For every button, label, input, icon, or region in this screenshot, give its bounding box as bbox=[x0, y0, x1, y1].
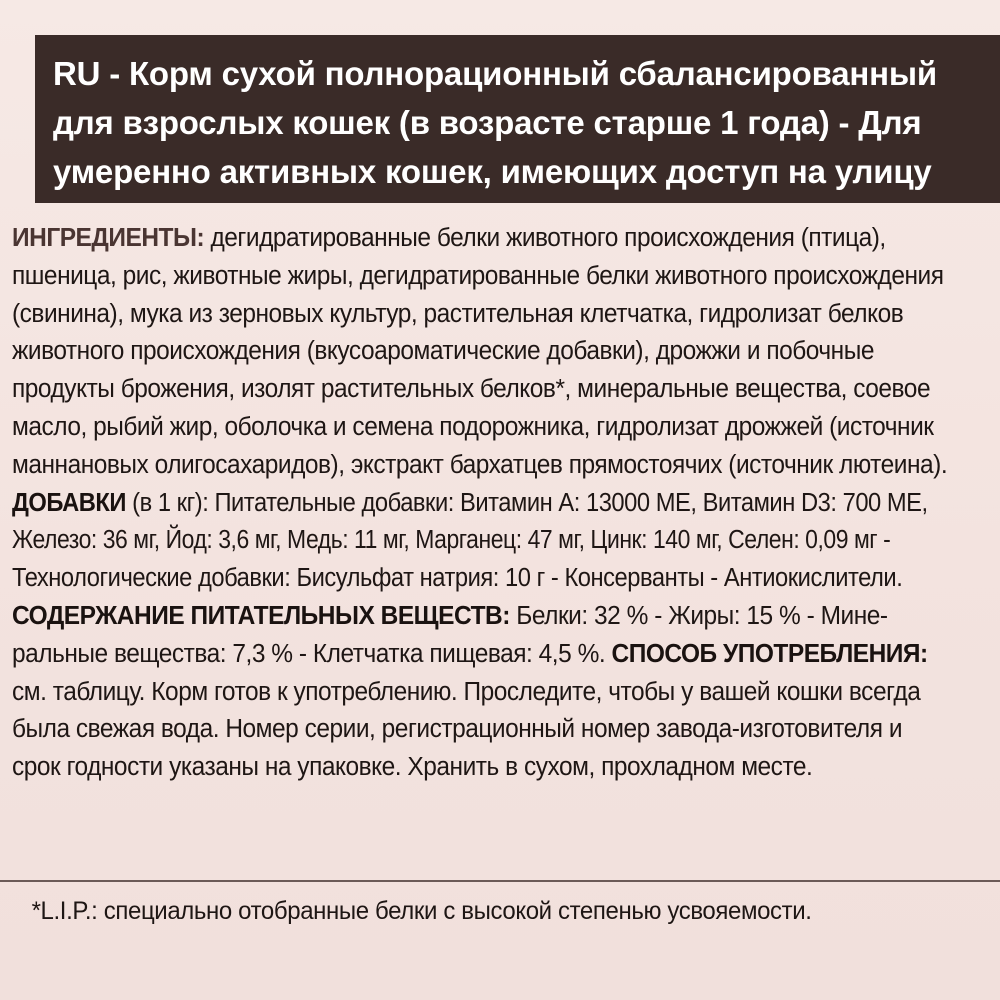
additives-line-3: Технологические добавки: Бисульфат натрия: 10 г - Консерванты - Антиокислители. bbox=[12, 564, 903, 593]
title-line-1: RU - Корм сухой полнорационный сбалансированный bbox=[53, 55, 937, 92]
footnote: *L.I.P.: специально отобранные белки с высокой степенью усвояемости. bbox=[31, 897, 812, 925]
nutrients-heading: СОДЕРЖАНИЕ ПИТАТЕЛЬНЫХ ВЕЩЕСТВ: bbox=[12, 601, 510, 630]
ingredients-line-3: (свинина), мука из зерновых культур, растительная клетчатка, гидролизат белков bbox=[12, 299, 904, 328]
nutrients-line-2 bbox=[12, 636, 951, 674]
title-line-3: умеренно активных кошек, имеющих доступ на улицу bbox=[53, 153, 932, 190]
ingredients-line-2: пшеница, рис, животные жиры, дегидратированные белки животного происхождения bbox=[12, 261, 944, 290]
usage-line-1: см. таблицу. Корм готов к употреблению. Проследите, чтобы у вашей кошки всегда bbox=[12, 677, 921, 706]
additives-line-1 bbox=[12, 485, 928, 523]
additives-text: (в 1 кг): Питательные добавки: Витамин А: 13000 МЕ, Витамин D3: 700 МЕ, bbox=[126, 488, 928, 517]
ingredients-line-4: животного происхождения (вкусоароматические добавки), дрожжи и побочные bbox=[12, 337, 874, 366]
usage-line-2: была свежая вода. Номер серии, регистрационный номер завода-изготовителя и bbox=[12, 715, 903, 744]
usage-line-3: срок годности указаны на упаковке. Хранить в сухом, прохладном месте. bbox=[12, 753, 813, 782]
ingredients-line-7: маннановых олигосахаридов), экстракт бархатцев прямостоячих (источник лютеина). bbox=[12, 450, 948, 479]
footnote-divider bbox=[0, 880, 1000, 882]
nutrients-text: Белки: 32 % - Жиры: 15 % - Мине- bbox=[509, 601, 888, 630]
title-band bbox=[35, 35, 1000, 203]
additives-line-2: Железо: 36 мг, Йод: 3,6 мг, Медь: 11 мг, Марганец: 47 мг, Цинк: 140 мг, Селен: 0,09 мг - bbox=[12, 526, 891, 555]
nutrients-text-2: ральные вещества: 7,3 % - Клетчатка пищевая: 4,5 %. bbox=[12, 639, 612, 668]
ingredients-line-5: продукты брожения, изолят растительных белков*, минеральные вещества, соевое bbox=[12, 375, 931, 404]
title-line-2: для взрослых кошек (в возрасте старше 1 года) - Для bbox=[53, 104, 922, 141]
label-body bbox=[12, 220, 990, 787]
usage-heading: СПОСОБ УПОТРЕБЛЕНИЯ: bbox=[611, 639, 928, 668]
nutrients-line-1 bbox=[12, 598, 951, 636]
ingredients-line-1 bbox=[12, 220, 951, 258]
additives-heading: ДОБАВКИ bbox=[12, 488, 127, 517]
ingredients-heading: ИНГРЕДИЕНТЫ: bbox=[12, 224, 205, 252]
ingredients-line-6: масло, рыбий жир, оболочка и семена подорожника, гидролизат дрожжей (источник bbox=[12, 412, 934, 441]
ingredients-text: дегидратированные белки животного происхождения (птица), bbox=[204, 224, 886, 252]
